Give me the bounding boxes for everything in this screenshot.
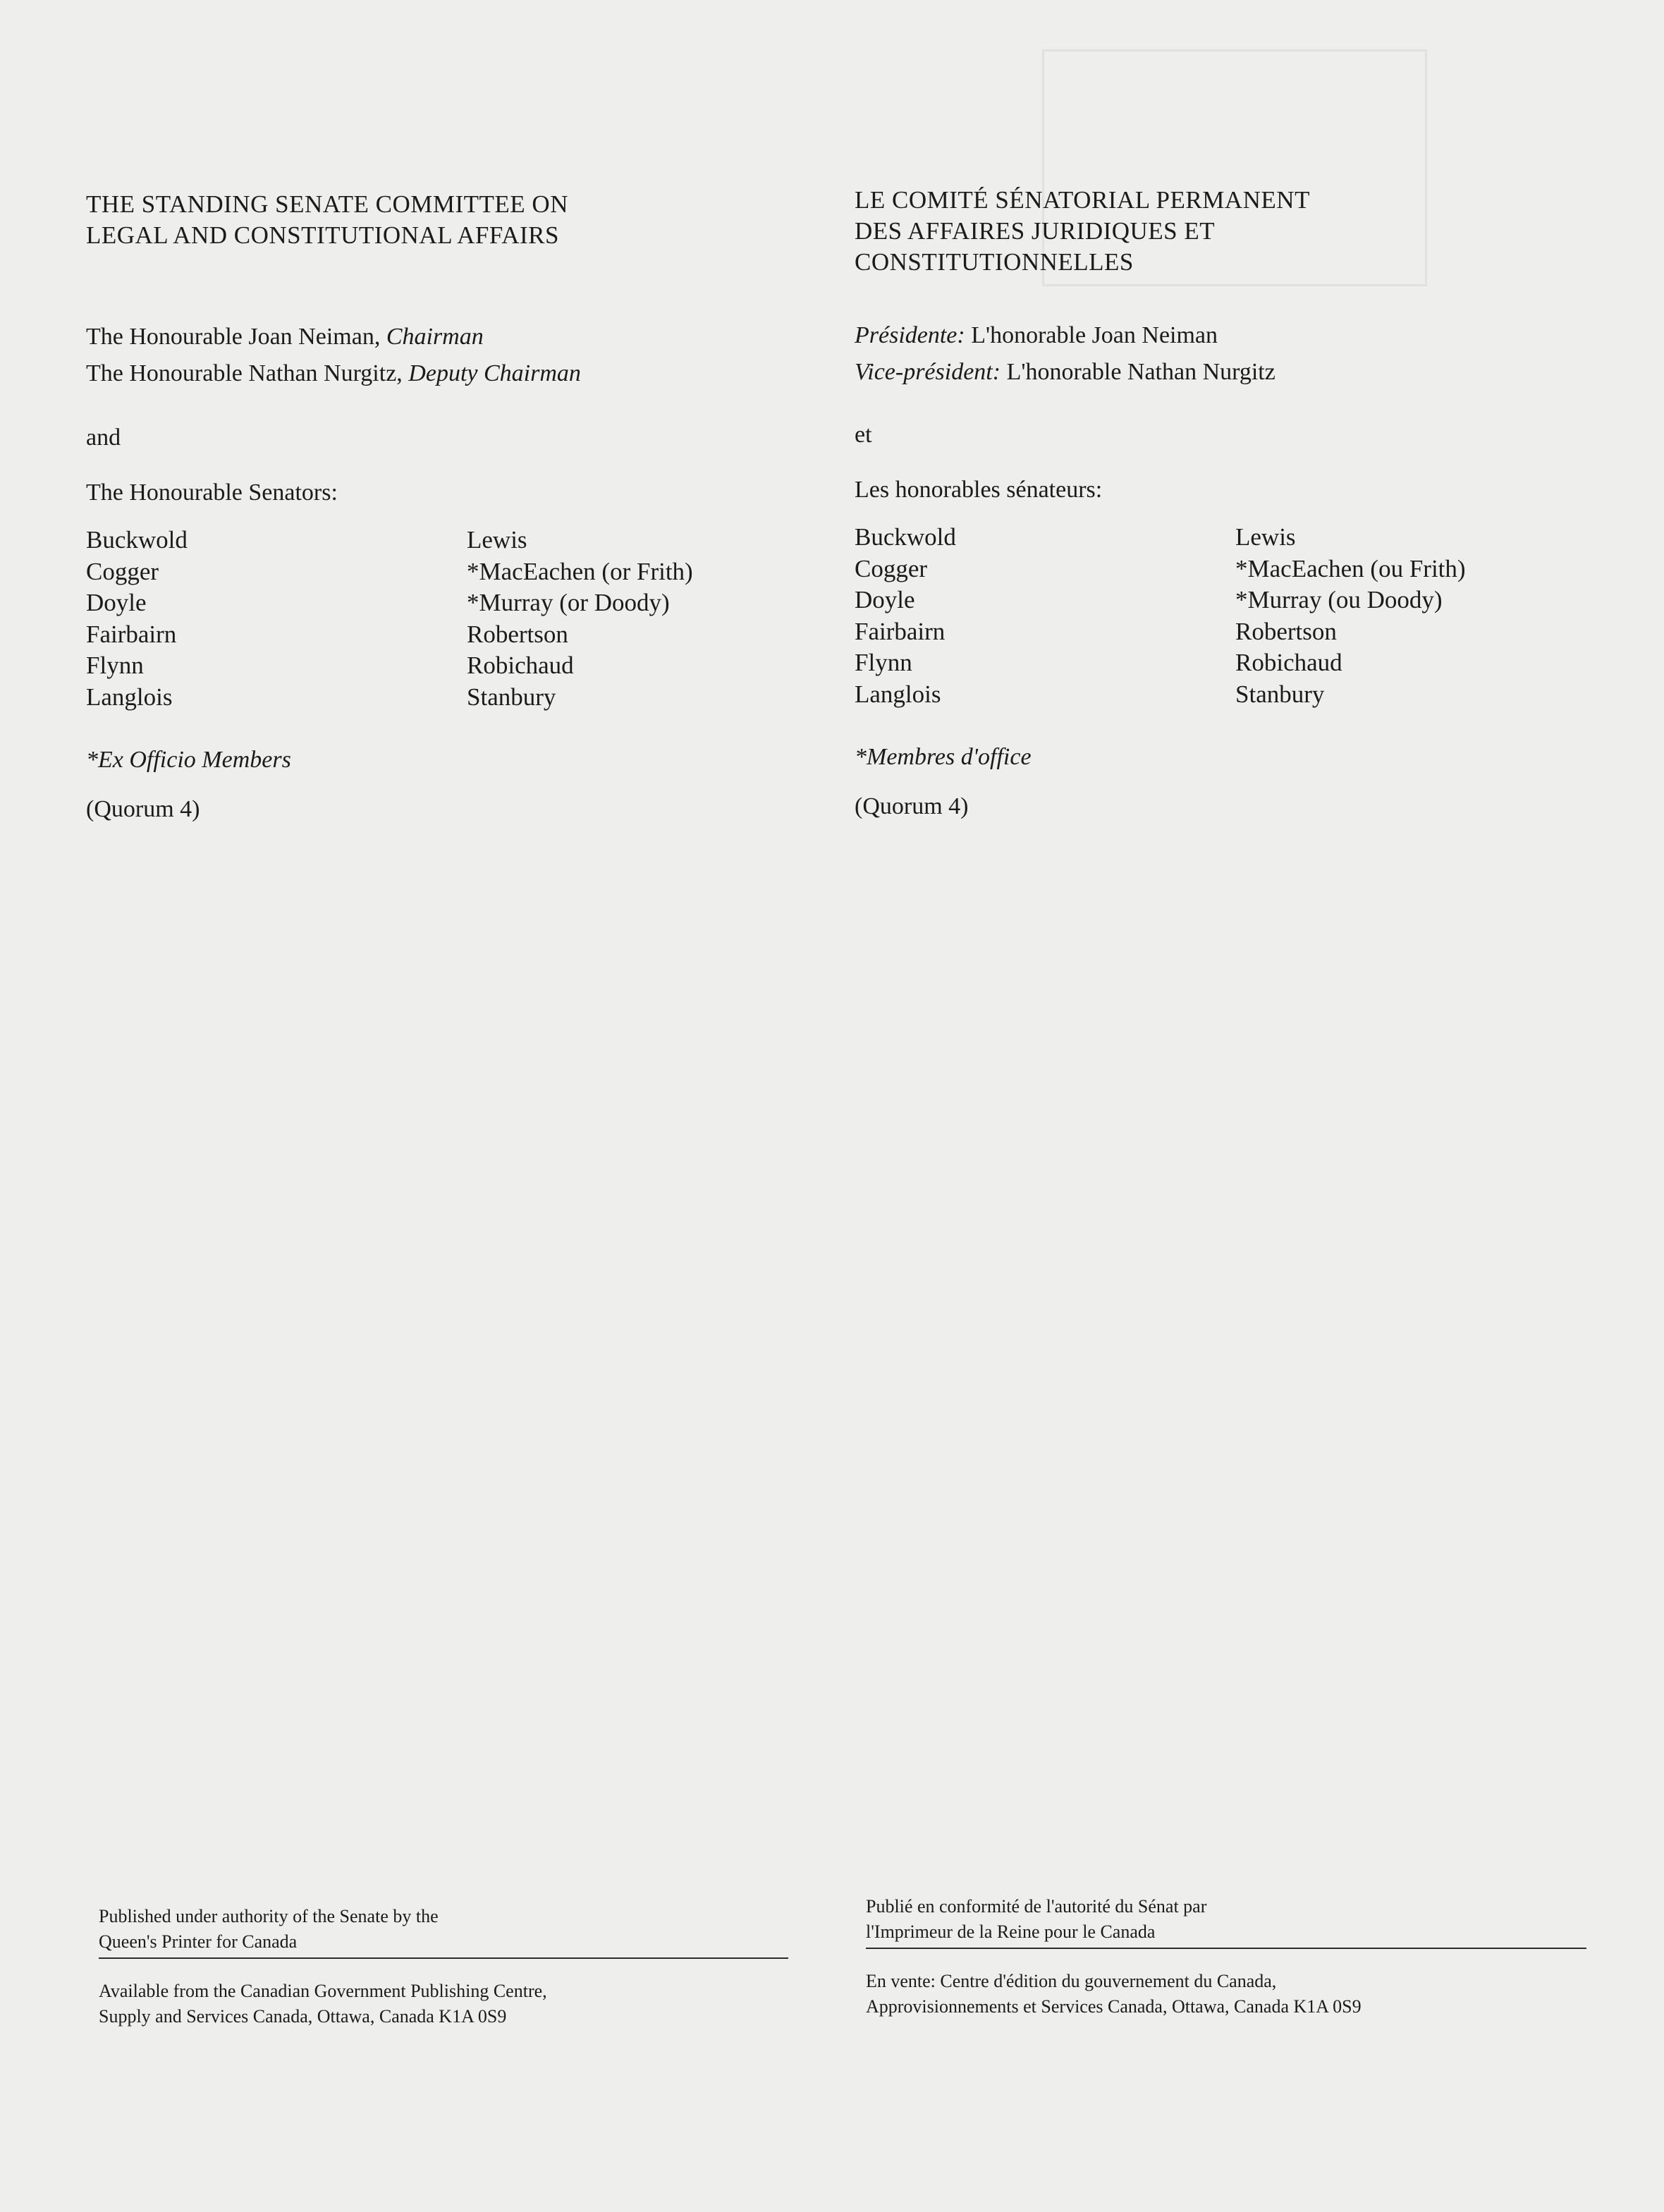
senator-name: Robichaud	[1235, 649, 1342, 676]
senator-name: *Murray (ou Doody)	[1235, 586, 1443, 613]
deputy-chairman-line-en	[86, 355, 798, 392]
senators-left-column	[855, 522, 1235, 710]
senators-list-en	[86, 525, 798, 713]
chairman-role: Présidente:	[855, 322, 965, 348]
senator-name: Doyle	[855, 586, 915, 613]
chairman-name: The Honourable Joan Neiman,	[86, 324, 386, 350]
heading-line: CONSTITUTIONNELLES	[855, 248, 1134, 276]
ex-officio-note-en: *Ex Officio Members	[86, 747, 291, 773]
ex-officio-note-fr: *Membres d'office	[855, 744, 1032, 770]
footer-line: Publié en conformité de l'autorité du Sénat par	[866, 1896, 1207, 1917]
senator-name: Cogger	[855, 554, 928, 582]
chairman-line-fr	[855, 317, 1588, 354]
senator-name: Buckwold	[855, 523, 956, 551]
availability-notice-en	[99, 1979, 804, 2029]
senator-name: Lewis	[467, 526, 527, 554]
senator-name: Flynn	[855, 649, 912, 676]
senator-name: *MacEachen (or Frith)	[467, 557, 693, 585]
heading-line: THE STANDING SENATE COMMITTEE ON	[86, 190, 568, 218]
committee-heading-fr	[855, 185, 1588, 278]
footer-line: l'Imprimeur de la Reine pour le Canada	[866, 1921, 1156, 1942]
senator-name: *MacEachen (ou Frith)	[1235, 554, 1466, 582]
footer-line: Available from the Canadian Government Publishing Centre,	[99, 1981, 547, 2001]
deputy-name: The Honourable Nathan Nurgitz,	[86, 360, 409, 386]
senator-name: Stanbury	[467, 683, 556, 711]
senator-name: Doyle	[86, 589, 147, 616]
senator-name: Cogger	[86, 557, 159, 585]
chairman-line-en	[86, 319, 798, 355]
senator-name: Flynn	[86, 652, 144, 679]
published-notice-en	[99, 1904, 804, 1955]
senator-name: Buckwold	[86, 526, 188, 554]
senator-name: Robertson	[467, 620, 568, 648]
footer-rule-en	[99, 1957, 788, 1959]
senators-left-column	[86, 525, 467, 713]
senators-list-fr	[855, 522, 1588, 710]
chairman-role: Chairman	[386, 324, 484, 350]
footer-line: Approvisionnements et Services Canada, Ottawa, Canada K1A 0S9	[866, 1996, 1362, 2017]
deputy-name: L'honorable Nathan Nurgitz	[1001, 359, 1275, 385]
senator-name: Stanbury	[1235, 680, 1325, 708]
footer-line: Queen's Printer for Canada	[99, 1931, 298, 1952]
footer-line: En vente: Centre d'édition du gouvernement du Canada,	[866, 1971, 1277, 1991]
senator-name: Fairbairn	[855, 617, 946, 645]
senator-name: Fairbairn	[86, 620, 177, 648]
senators-right-column	[1235, 522, 1588, 710]
senator-name: Robertson	[1235, 617, 1337, 645]
heading-line: LE COMITÉ SÉNATORIAL PERMANENT	[855, 186, 1310, 214]
deputy-chairman-line-fr	[855, 354, 1588, 391]
and-label-fr: et	[855, 422, 872, 448]
heading-line: LEGAL AND CONSTITUTIONAL AFFAIRS	[86, 221, 559, 249]
senators-right-column	[467, 525, 798, 713]
footer-rule-fr	[866, 1948, 1586, 1949]
footer-line: Supply and Services Canada, Ottawa, Canada K1A 0S9	[99, 2006, 507, 2027]
quorum-fr: (Quorum 4)	[855, 793, 969, 819]
committee-heading-en	[86, 189, 798, 251]
heading-line: DES AFFAIRES JURIDIQUES ET	[855, 217, 1216, 245]
senators-label-en: The Honourable Senators:	[86, 479, 338, 506]
deputy-role: Vice-président:	[855, 359, 1001, 385]
and-label-en: and	[86, 424, 121, 451]
senator-name: Robichaud	[467, 652, 574, 679]
senator-name: Langlois	[855, 680, 941, 708]
english-column	[86, 189, 798, 823]
senator-name: *Murray (or Doody)	[467, 589, 670, 616]
french-column	[855, 185, 1588, 820]
footer-line: Published under authority of the Senate by the	[99, 1906, 439, 1926]
senator-name: Lewis	[1235, 523, 1296, 551]
deputy-role: Deputy Chairman	[408, 360, 581, 386]
published-notice-fr	[866, 1894, 1585, 1945]
senators-label-fr: Les honorables sénateurs:	[855, 477, 1103, 503]
availability-notice-fr	[866, 1969, 1585, 2019]
senator-name: Langlois	[86, 683, 173, 711]
chairman-name: L'honorable Joan Neiman	[965, 322, 1218, 348]
quorum-en: (Quorum 4)	[86, 796, 200, 822]
